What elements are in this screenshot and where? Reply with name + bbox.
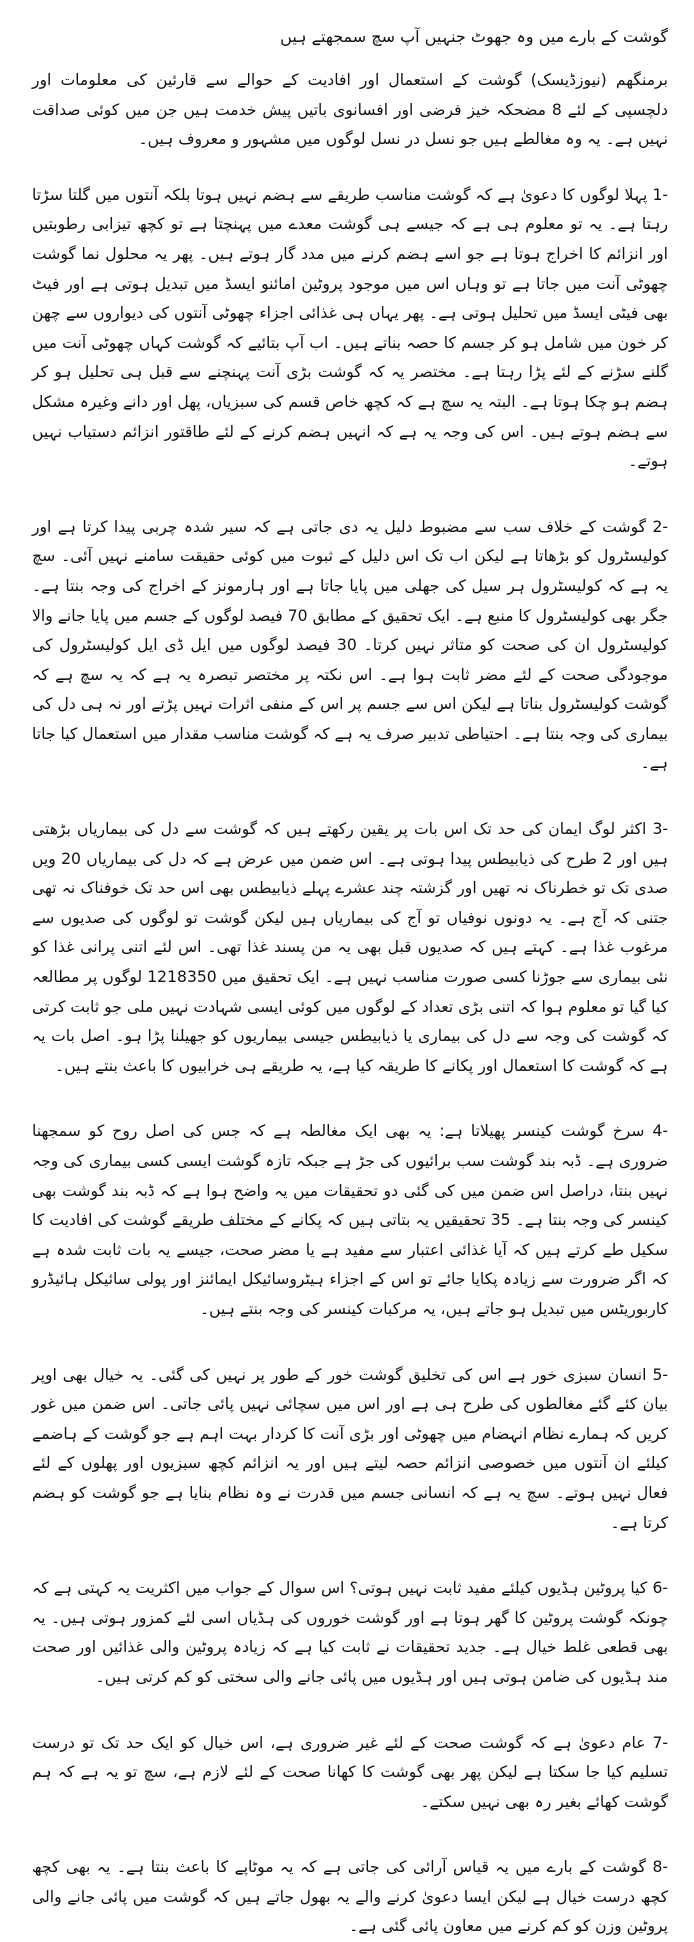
intro-paragraph: برمنگھم (نیوزڈیسک) گوشت کے استعمال اور افادیت کے حوالے سے قارئین کی معلومات اور دلچسپی کے لئے 8 مضحکہ خیز فرضی اور افسانوی باتیں پیش خدمت ہیں جن میں کوئی صداقت نہیں ہے۔ یہ وہ مغالطے ہیں جو نسل در نسل لوگوں میں مشہور و معروف ہیں۔ — [32, 71, 668, 149]
article-title: گوشت کے بارے میں وہ جھوٹ جنہیں آپ سچ سمجھتے ہیں — [280, 27, 668, 46]
myth-paragraph-3: -3 اکثر لوگ ایمان کی حد تک اس بات پر یقین رکھتے ہیں کہ گوشت سے دل کی بیماریاں بڑھتی ہیں اور 2 طرح کی ذیابیطس پیدا ہوتی ہے۔ اس ضمن میں عرض ہے کہ دل کی بیماریاں 20 ویں صدی تک تو خطرناک نہ تھیں اور گزشتہ چند عشرے پہلے ذیابیطس بھی اس حد تک خوفناک نہ تھی جتنی کہ آج ہے۔ یہ دونوں نوفیاں تو آج کی بیماریاں ہیں لیکن گوشت تو لوگوں کی صدیوں سے مرغوب غذا ہے۔ کہتے ہیں کہ صدیوں قبل بھی یہ من پسند غذا تھی۔ اس لئے اتنی پرانی غذا کو نئی بیماری سے جوڑنا کسی صورت مناسب نہیں ہے۔ ایک تحقیق میں 1218350 لوگوں پر مطالعہ کیا گیا تو معلوم ہوا کہ اتنی بڑی تعداد کے لوگوں میں کوئی ایسی شہادت نہیں ملی جو ثابت کرتی کہ گوشت کی وجہ سے دل کی بیماری یا ذیابیطس جیسی بیماریوں کو جھیلنا پڑا ہو۔ اصل بات یہ ہے کہ گوشت کا استعمال اور پکانے کا طریقہ کیا ہے، یہ طریقے ہی خرابیوں کا باعث بنتے ہیں۔ — [32, 820, 668, 1075]
myth-paragraph-6: -6 کیا پروٹین ہڈیوں کیلئے مفید ثابت نہیں ہوتی؟ اس سوال کے جواب میں اکثریت یہ کہتی ہے کہ چونکہ گوشت پروٹین کا گھر ہوتا ہے اور گوشت خوروں کی ہڈیاں اسی لئے کمزور ہوتی ہیں۔ یہ بھی قطعی غلط خیال ہے۔ جدید تحقیقات نے ثابت کیا ہے کہ زیادہ پروٹین والی غذائیں اور صحت مند ہڈیوں کی ضامن ہوتی ہیں اور ہڈیوں میں پائی جانے والی سختی کو کم کرتی ہیں۔ — [32, 1579, 668, 1686]
myth-paragraph-1: -1 پہلا لوگوں کا دعویٰ ہے کہ گوشت مناسب طریقے سے ہضم نہیں ہوتا بلکہ آنتوں میں گلتا سڑتا رہتا ہے۔ یہ تو معلوم ہی ہے کہ جیسے ہی گوشت معدے میں پہنچتا ہے تو کچھ تیزابی رطوبتیں اور انزائم کا اخراج ہوتا ہے جو اسے ہضم کرنے میں مدد گار ہوتے ہیں۔ پھر یہ محلول نما گوشت چھوٹی آنت میں جاتا ہے تو وہاں اس میں موجود پروٹین امائنو ایسڈ میں تبدیل ہوتی ہے اور فیٹ بھی فیٹی ایسڈ میں تحلیل ہوتی ہے۔ پھر یہاں ہی غذائی اجزاء چھوٹی آنتوں کی دیواروں سے چھن کر خون میں شامل ہو کر جسم کا حصہ بناتے ہیں۔ اب آپ بتائیے کہ گوشت کہاں چھوٹی آنت میں گلنے سڑنے کے لئے پڑا رہتا ہے۔ مختصر یہ کہ گوشت بڑی آنت پہنچنے سے قبل ہی تحلیل ہو کر ہضم ہو چکا ہوتا ہے۔ البتہ یہ سچ ہے کہ کچھ خاص قسم کی سبزیاں، پھل اور دانے وغیرہ مشکل سے ہضم ہوتے ہیں۔ اس کی وجہ یہ ہے کہ انہیں ہضم کرنے کے لئے طاقتور انزائم دستیاب نہیں ہوتے۔ — [32, 185, 668, 471]
myth-paragraph-8: -8 گوشت کے بارے میں یہ قیاس آرائی کی جاتی ہے کہ یہ موٹاپے کا باعث بنتا ہے۔ یہ بھی کچھ کچھ درست خیال ہے لیکن ایسا دعویٰ کرنے والے یہ بھول جاتے ہیں کہ گوشت میں پائی جانے والی پروٹین وزن کو کم کرنے میں معاون پائی گئی ہے۔ — [32, 1858, 668, 1936]
myth-paragraph-4: -4 سرخ گوشت کینسر پھیلاتا ہے: یہ بھی ایک مغالطہ ہے کہ جس کی اصل روح کو سمجھنا ضروری ہے۔ ڈبہ بند گوشت سب برائیوں کی جڑ ہے جبکہ تازہ گوشت ایسی کسی بیماری کی وجہ نہیں بنتا، دراصل اس ضمن میں کی گئی دو تحقیقات میں یہ واضح ہوا ہے کہ ڈبہ بند گوشت بھی کینسر کی وجہ بنتا ہے۔ 35 تحقیقیں یہ بتاتی ہیں کہ پکانے کے مختلف طریقے گوشت کی افادیت کا سکیل طے کرتے ہیں کہ آیا غذائی اعتبار سے مفید ہے یا مضر صحت، جیسے یہ بات ثابت شدہ ہے کہ اگر ضرورت سے زیادہ پکایا جائے تو اس کے اجزاء ہیٹروسائیکل ایمائنز اور پولی سائیکل ہائیڈرو کاربوریٹس میں تبدیل ہو جاتے ہیں، یہ مرکبات کینسر کی وجہ بنتے ہیں۔ — [32, 1122, 668, 1318]
myth-paragraph-2: -2 گوشت کے خلاف سب سے مضبوط دلیل یہ دی جاتی ہے کہ سیر شدہ چربی پیدا کرتا ہے اور کولیسٹرول کو بڑھاتا ہے لیکن اب تک اس دلیل کے ثبوت میں کوئی حقیقت سامنے نہیں آئی۔ سچ یہ ہے کہ کولیسٹرول ہر سیل کی جھلی میں پایا جاتا ہے اور ہارمونز کے اخراج کی وجہ بنتا ہے۔ جگر بھی کولیسٹرول کا منبع ہے۔ ایک تحقیق کے مطابق 70 فیصد لوگوں کے جسم میں پایا جانے والا کولیسٹرول ان کی صحت کو متاثر نہیں کرتا۔ 30 فیصد لوگوں میں ایل ڈی ایل کولیسٹرول کی موجودگی صحت کے لئے مضر ثابت ہوا ہے۔ اس نکتہ پر مختصر تبصرہ یہ ہے کہ یہ سچ ہے کہ گوشت کولیسٹرول بناتا ہے لیکن اس سے جسم پر اس کے منفی اثرات نہیں پڑتے اور نہ ہی دل کی بیماری کی وجہ بنتا ہے۔ احتیاطی تدبیر صرف یہ ہے کہ گوشت مناسب مقدار میں استعمال کیا جاتا ہے۔ — [32, 517, 668, 773]
myth-paragraph-7: -7 عام دعویٰ ہے کہ گوشت صحت کے لئے غیر ضروری ہے، اس خیال کو ایک حد تک تو درست تسلیم کیا جا سکتا ہے لیکن پھر بھی گوشت کا کھانا صحت کے لئے لازم ہے، سچ تو یہ ہے کہ ہم گوشت کھائے بغیر رہ بھی نہیں سکتے۔ — [32, 1733, 668, 1811]
myth-paragraph-5: -5 انسان سبزی خور ہے اس کی تخلیق گوشت خور کے طور پر نہیں کی گئی۔ یہ خیال بھی اوپر بیان کئے گئے مغالطوں کی طرح ہی ہے اور اس میں سچائی نہیں پائی جاتی۔ اس ضمن میں غور کریں کہ ہمارے نظام انہضام میں چھوٹی اور بڑی آنت کا کردار بہت اہم ہے جو گوشت کے ہاضمے کیلئے ان آنتوں میں خصوصی انزائم حصہ لیتے ہیں اور یہ انزائم کچھ سبزیوں اور پھلوں کے لئے فعال نہیں ہوتے۔ سچ یہ ہے کہ انسانی جسم میں قدرت نے وہ نظام بنایا ہے جو گوشت کو ہضم کرتا ہے۔ — [32, 1365, 668, 1532]
